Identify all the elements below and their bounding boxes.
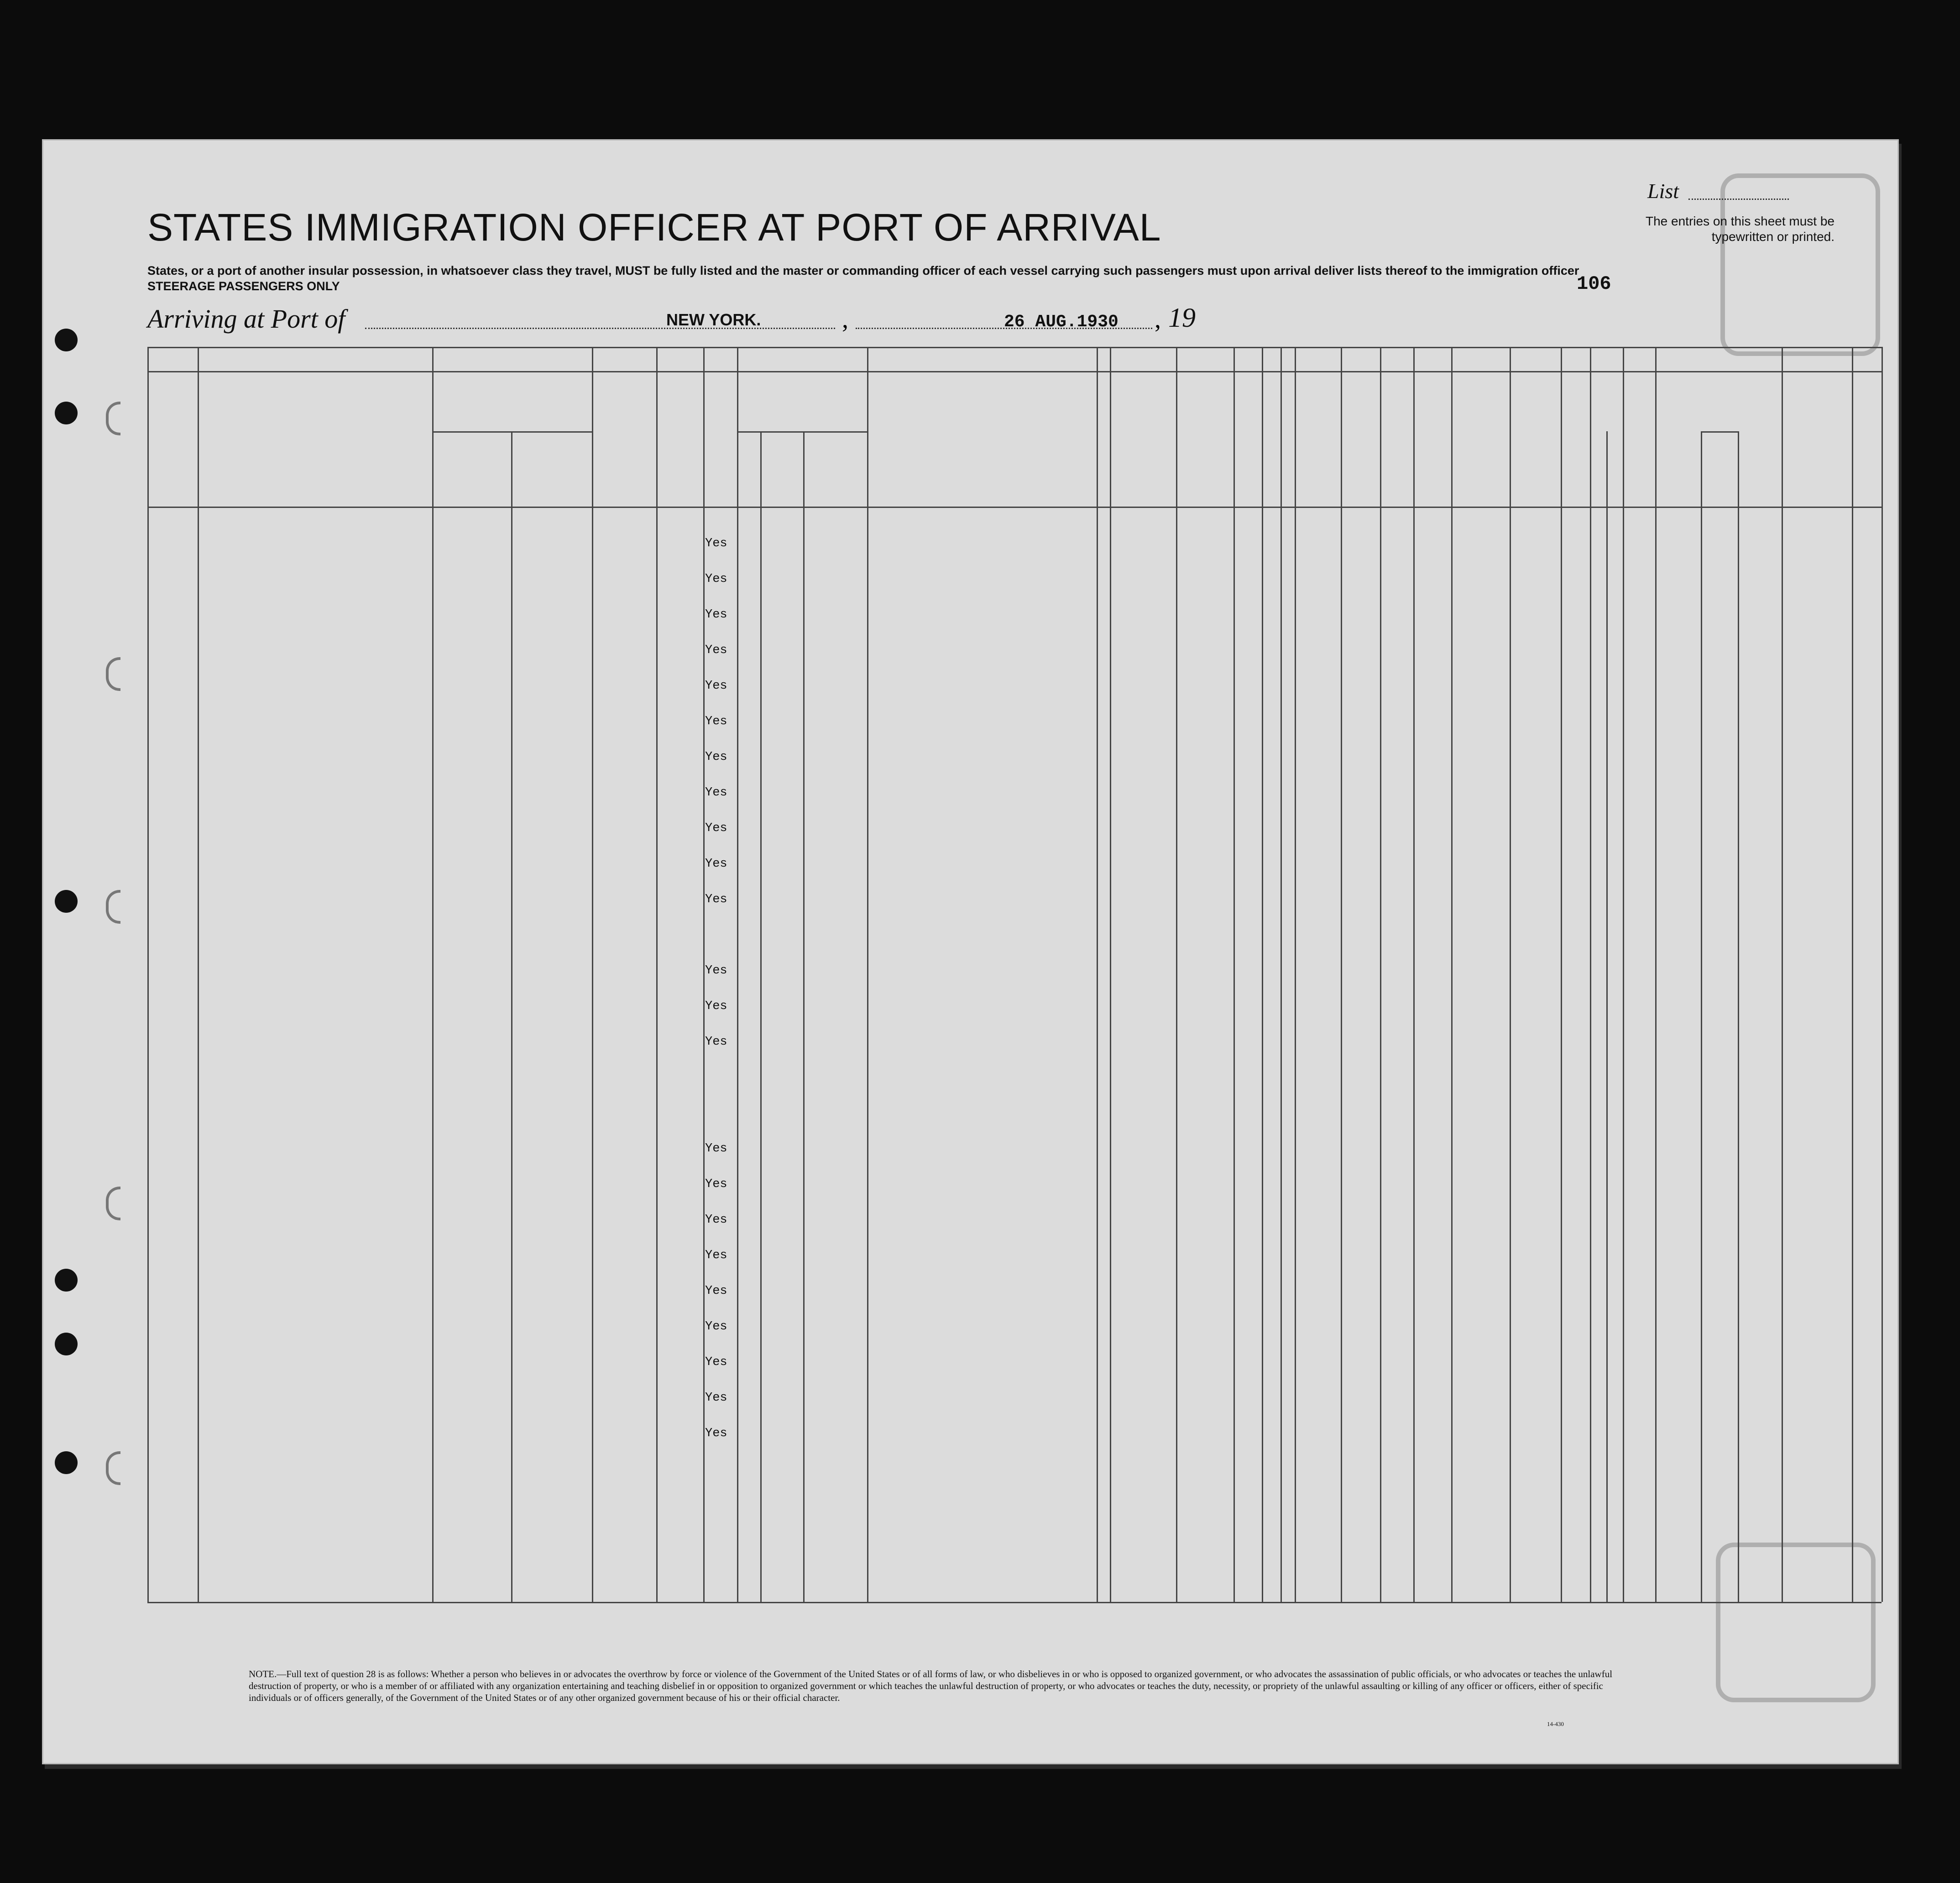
column-rule (1701, 431, 1702, 1602)
column-rule (1110, 347, 1111, 1602)
arrival-date: 26 AUG.1930 (1004, 312, 1119, 332)
previously-in-us: Yes (705, 679, 727, 693)
column-rule (1561, 347, 1562, 1602)
row-rule (737, 431, 867, 433)
column-rule (1852, 347, 1853, 1602)
column-rule (198, 347, 199, 1602)
column-rule (1451, 347, 1453, 1602)
previously-in-us: Yes (705, 964, 727, 978)
instructions: States, or a port of another insular possession, in whatsoever class they travel, MUST be fully listed and the master or commanding officer of each vessel carrying such passengers must upon arrival deliver lists thereof to the immigration officer (147, 264, 1579, 277)
previously-in-us: Yes (705, 1320, 727, 1334)
column-rule (656, 347, 658, 1602)
column-rule (1882, 347, 1883, 1602)
arriving-label: Arriving at Port of (147, 304, 345, 334)
separator-comma: , (842, 305, 848, 334)
separator-comma: , (1155, 305, 1161, 334)
row-rule (147, 347, 1882, 348)
previously-in-us: Yes (705, 1391, 727, 1405)
column-rule (803, 431, 805, 1602)
port-value: NEW YORK. (666, 310, 761, 329)
previously-in-us: Yes (705, 1213, 727, 1227)
column-rule (1510, 347, 1511, 1602)
steerage-label: STEERAGE PASSENGERS ONLY (147, 279, 340, 293)
previously-in-us: Yes (705, 608, 727, 622)
previously-in-us: Yes (705, 1355, 727, 1369)
column-rule (592, 347, 593, 1602)
column-rule (1176, 347, 1177, 1602)
column-rule (1606, 431, 1608, 1602)
row-rule (147, 371, 1882, 372)
year-prefix: 19 (1168, 303, 1196, 333)
column-rule (1262, 347, 1263, 1602)
previously-in-us: Yes (705, 857, 727, 871)
column-rule (1380, 347, 1381, 1602)
column-rule (1413, 347, 1415, 1602)
previously-in-us: Yes (705, 1249, 727, 1262)
form-title: STATES IMMIGRATION OFFICER AT PORT OF ARRIVAL (147, 206, 1161, 249)
column-rule (1623, 347, 1624, 1602)
column-rule (1097, 347, 1098, 1602)
column-rule (147, 347, 149, 1602)
column-rule (1738, 431, 1739, 1602)
column-rule (867, 347, 868, 1602)
column-rule (1233, 347, 1235, 1602)
column-rule (432, 347, 434, 1602)
previously-in-us: Yes (705, 821, 727, 835)
row-rule (147, 507, 1882, 508)
row-rule (1701, 431, 1738, 433)
column-rule (1295, 347, 1296, 1602)
previously-in-us: Yes (705, 572, 727, 586)
row-rule (147, 1602, 1882, 1603)
previously-in-us: Yes (705, 1142, 727, 1156)
previously-in-us: Yes (705, 750, 727, 764)
question-28-note: NOTE.—Full text of question 28 is as follows: Whether a person who believes in or advocates the overthrow by force or violence of the Government of the United States or of all forms of law, or who disbelieves in or who is opposed to organized government, or who advocates the assassination of public officials, or who advocates or teaches the unlawful destruction of property, or who is a member of or affiliated with any organization entertaining and teaching disbelief in or opposition to organized government or which teaches the unlawful destruction of property, or who advocates or teaches the duty, necessity, or propriety of the unlawful assaulting or killing of any officer or officers, either of specific individuals or of officers generally, of the Government of the United States or of any other organized government because of his or their official character. (249, 1669, 1613, 1703)
previously-in-us: Yes (705, 537, 727, 550)
list-label: List (1647, 179, 1679, 203)
previously-in-us: Yes (705, 999, 727, 1013)
row-rule (432, 431, 592, 433)
previously-in-us: Yes (705, 643, 727, 657)
column-rule (1782, 347, 1783, 1602)
column-rule (760, 431, 762, 1602)
previously-in-us: Yes (705, 715, 727, 728)
previously-in-us: Yes (705, 893, 727, 906)
previously-in-us: Yes (705, 1284, 727, 1298)
column-rule (1281, 347, 1282, 1602)
previously-in-us: Yes (705, 1177, 727, 1191)
previously-in-us: Yes (705, 1035, 727, 1049)
form-number: 14-430 (1547, 1721, 1564, 1727)
column-rule (1590, 347, 1591, 1602)
column-rule (511, 431, 512, 1602)
column-rule (703, 347, 705, 1602)
previously-in-us: Yes (705, 786, 727, 800)
column-rule (1655, 347, 1657, 1602)
typewritten-note: The entries on this sheet must be typewritten or printed. (1646, 214, 1835, 244)
previously-in-us: Yes (705, 1427, 727, 1440)
column-rule (737, 347, 738, 1602)
column-rule (1341, 347, 1342, 1602)
list-number: 106 (1577, 273, 1611, 295)
